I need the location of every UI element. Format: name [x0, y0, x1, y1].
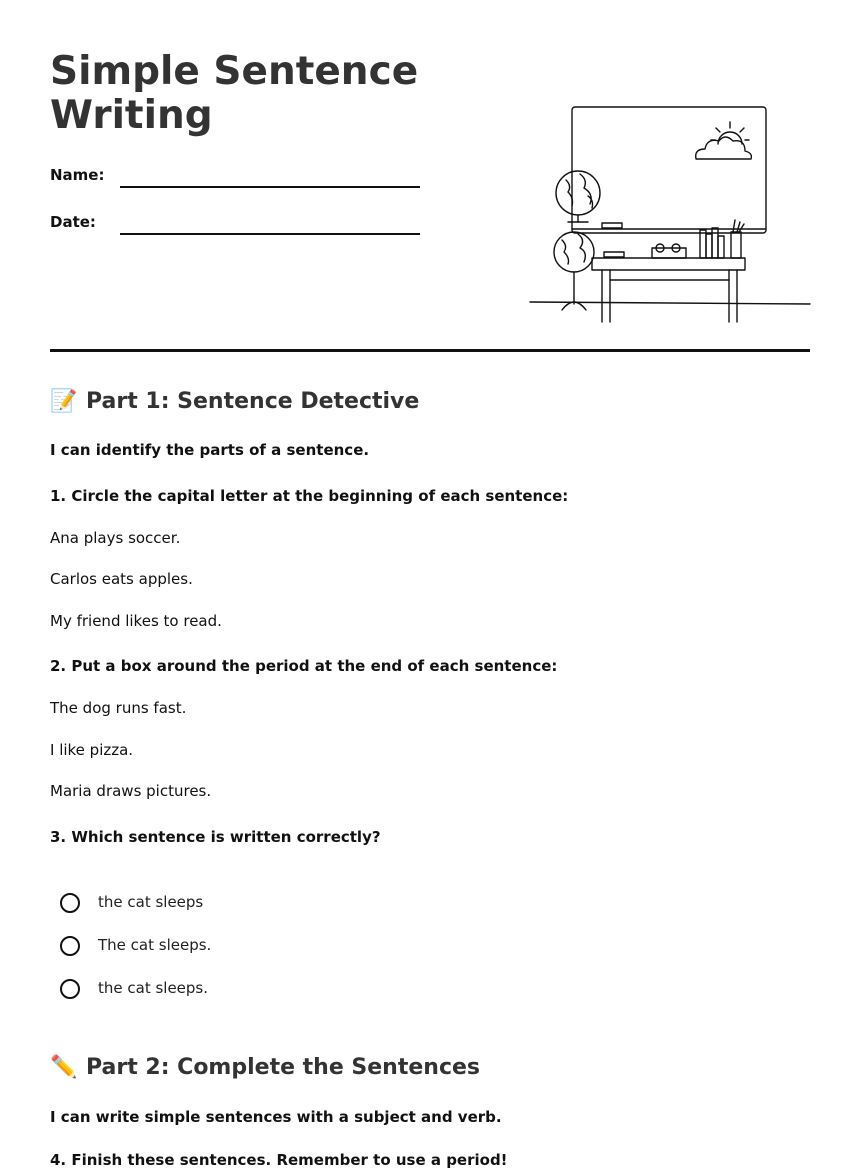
name-label: Name:	[50, 166, 105, 184]
part2-goal: I can write simple sentences with a subject and verb.	[50, 1108, 502, 1126]
q3-option-label: the cat sleeps	[98, 893, 204, 911]
date-field	[50, 213, 430, 243]
radio-button[interactable]	[60, 893, 80, 913]
name-input-line[interactable]	[120, 186, 420, 188]
q1-prompt: 1. Circle the capital letter at the beginning of each sentence:	[50, 487, 569, 505]
part1-heading	[50, 389, 419, 414]
q3-option-label: The cat sleeps.	[98, 936, 212, 954]
part1-goal: I can identify the parts of a sentence.	[50, 441, 370, 459]
date-input-line[interactable]	[120, 233, 420, 235]
part1-heading-text: Part 1: Sentence Detective	[86, 389, 420, 414]
pencil-icon: ✏️	[50, 1055, 78, 1080]
name-field	[50, 166, 430, 196]
q3-prompt: 3. Which sentence is written correctly?	[50, 828, 381, 846]
part2-heading-text: Part 2: Complete the Sentences	[86, 1055, 481, 1080]
q2-prompt: 2. Put a box around the period at the end of each sentence:	[50, 657, 558, 675]
radio-button[interactable]	[60, 936, 80, 956]
q2-sentence: Maria draws pictures.	[50, 782, 212, 800]
q2-sentence: The dog runs fast.	[50, 699, 187, 717]
header-divider	[50, 349, 810, 352]
classroom-illustration	[528, 100, 812, 328]
worksheet-title: Simple Sentence Writing	[50, 49, 419, 138]
q2-sentence: I like pizza.	[50, 741, 134, 759]
memo-icon: 📝	[50, 389, 78, 414]
q1-sentence: Carlos eats apples.	[50, 570, 193, 588]
date-label: Date:	[50, 213, 96, 231]
q3-option-label: the cat sleeps.	[98, 979, 209, 997]
part2-heading	[50, 1055, 480, 1080]
q1-sentence: Ana plays soccer.	[50, 529, 181, 547]
q4-prompt: 4. Finish these sentences. Remember to use a period!	[50, 1151, 508, 1169]
radio-button[interactable]	[60, 979, 80, 999]
q1-sentence: My friend likes to read.	[50, 612, 222, 630]
